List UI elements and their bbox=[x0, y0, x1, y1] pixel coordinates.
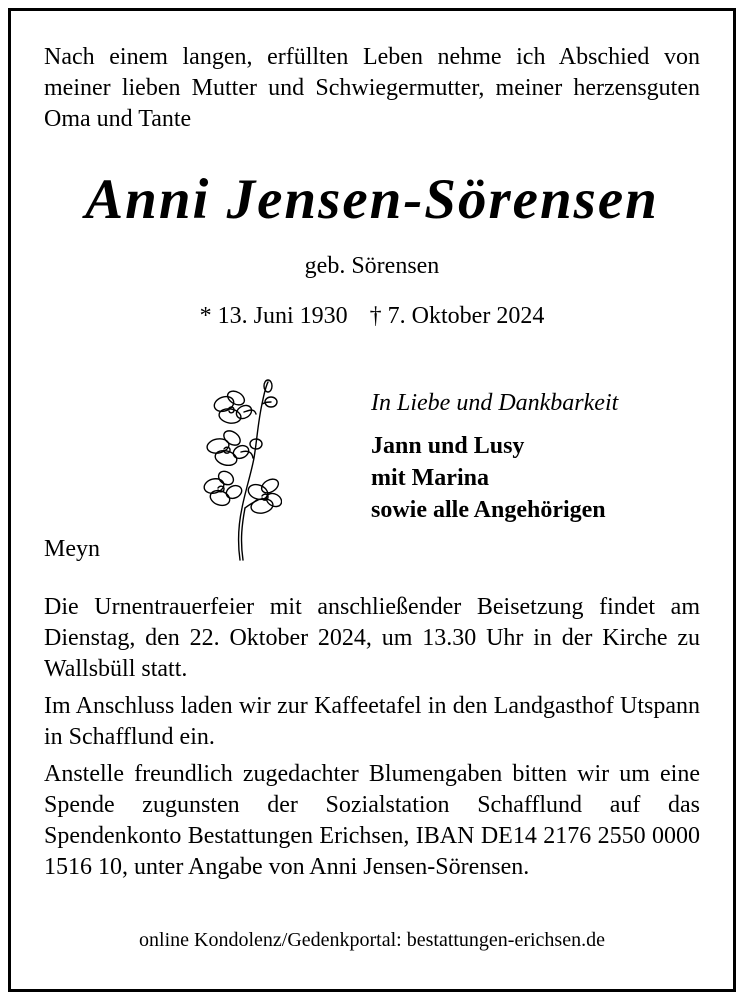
mourner-line: Jann und Lusy bbox=[371, 433, 525, 459]
place-name: Meyn bbox=[44, 536, 100, 562]
mourner-line: sowie alle Angehörigen bbox=[371, 497, 606, 523]
birth-date: * 13. Juni 1930 bbox=[199, 303, 348, 329]
condolence-portal: online Kondolenz/Gedenkportal: bestattungen-erichsen.de bbox=[139, 929, 605, 951]
intro-text: Nach einem langen, erfüllten Leben nehme ich Abschied von meiner lieben Mutter und Schwiegermutter, meiner herzensguten Oma und Tante bbox=[44, 44, 700, 132]
thanks-line: In Liebe und Dankbarkeit bbox=[371, 390, 619, 416]
mourners bbox=[371, 430, 606, 526]
orchid-icon bbox=[196, 374, 282, 564]
reception-paragraph: Im Anschluss laden wir zur Kaffeetafel in den Landgasthof Utspann in Schafflund ein. bbox=[44, 693, 700, 750]
service-info bbox=[44, 592, 700, 889]
birth-name: geb. Sörensen bbox=[304, 253, 440, 279]
death-date: † 7. Oktober 2024 bbox=[369, 303, 545, 329]
life-dates bbox=[0, 303, 744, 330]
donation-paragraph: Anstelle freundlich zugedachter Blumengaben bitten wir um eine Spende zugunsten der Sozialstation Schafflund auf das Spendenkonto Bestattungen Erichsen, IBAN DE14 2176 2550 0000 1516 10, unter Angabe von Anni Jensen-Sörensen. bbox=[44, 761, 700, 880]
ceremony-paragraph: Die Urnentrauerfeier mit anschließender Beisetzung findet am Dienstag, den 22. Oktober 2024, um 13.30 Uhr in der Kirche zu Wallsbüll statt. bbox=[44, 594, 700, 682]
mourner-line: mit Marina bbox=[371, 465, 489, 491]
deceased-name: Anni Jensen-Sörensen bbox=[85, 168, 659, 231]
